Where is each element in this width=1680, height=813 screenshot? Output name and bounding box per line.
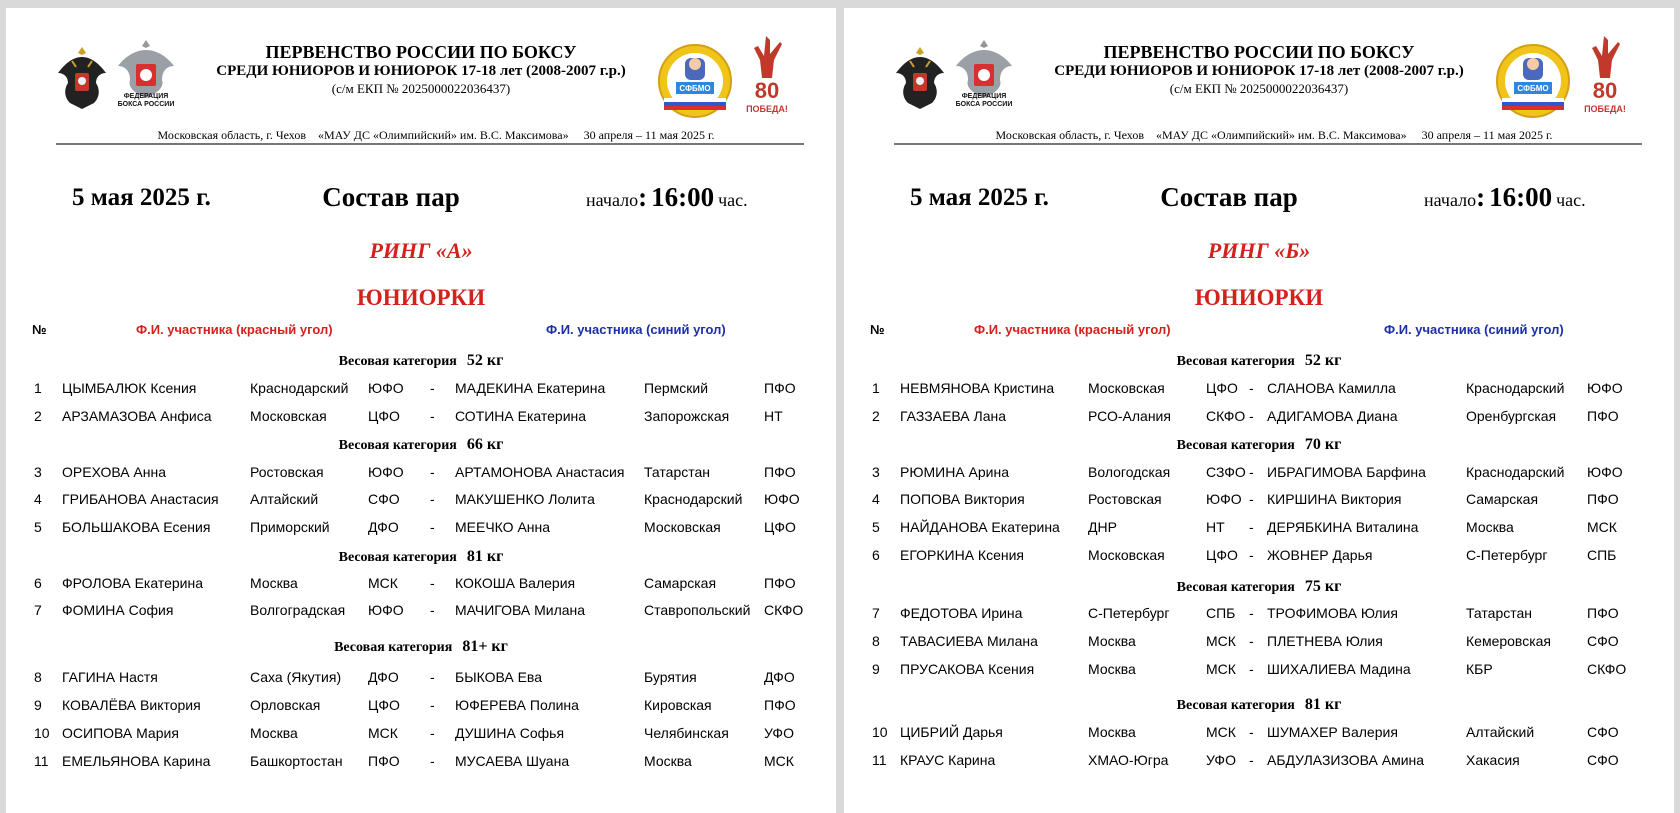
red-corner-region: ДНР (1088, 519, 1117, 535)
red-corner-region: Московская (1088, 547, 1165, 563)
blue-corner-name: АДИГАМОВА Диана (1267, 408, 1398, 424)
page-header (6, 8, 836, 158)
bout-row (6, 602, 836, 622)
blue-corner-name: ПЛЕТНЕВА Юлия (1267, 633, 1383, 649)
versus-dash: - (1249, 408, 1254, 424)
bout-number: 6 (34, 575, 42, 591)
blue-corner-region: С-Петербург (1466, 547, 1548, 563)
red-corner-district: МСК (368, 725, 398, 741)
bout-row (844, 491, 1674, 511)
versus-dash: - (1249, 547, 1254, 563)
versus-dash: - (430, 602, 435, 618)
red-corner-district: СКФО (1206, 408, 1246, 424)
bout-row (6, 669, 836, 689)
sfbmo-logo (1494, 42, 1572, 120)
bout-number: 4 (34, 491, 42, 507)
bout-row (844, 547, 1674, 567)
versus-dash: - (430, 575, 435, 591)
red-corner-name: ЕМЕЛЬЯНОВА Карина (62, 753, 211, 769)
bout-row (6, 408, 836, 428)
blue-corner-region: Кемеровская (1466, 633, 1552, 649)
red-corner-district: СПБ (1206, 605, 1236, 621)
pobeda-number: 80 (754, 78, 780, 103)
versus-dash: - (1249, 519, 1254, 535)
weight-category-label: Весовая категория (1176, 438, 1295, 453)
versus-dash: - (1249, 380, 1254, 396)
bout-number: 4 (872, 491, 880, 507)
red-corner-name: ОСИПОВА Мария (62, 725, 179, 741)
start-time: 16:00 (1489, 182, 1553, 212)
bout-row (844, 752, 1674, 772)
bout-row (6, 575, 836, 595)
pobeda-word: ПОБЕДА! (1584, 104, 1626, 114)
weight-category-heading (844, 578, 1674, 596)
red-corner-region: Ростовская (1088, 491, 1162, 507)
versus-dash: - (1249, 464, 1254, 480)
sfbmo-logo (656, 42, 734, 120)
federation-caption: ФЕДЕРАЦИЯ БОКСА РОССИИ (117, 93, 175, 108)
ring-title: РИНГ «А» (369, 238, 473, 263)
bout-number: 7 (872, 605, 880, 621)
weight-category-label: Весовая категория (334, 640, 453, 655)
blue-corner-district: СФО (1587, 724, 1619, 740)
blue-corner-name: МЕЕЧКО Анна (455, 519, 551, 535)
versus-dash: - (430, 519, 435, 535)
weight-category-heading (6, 436, 836, 454)
weight-category-heading (6, 548, 836, 566)
russia-coat-of-arms-icon (54, 43, 110, 115)
column-header-blue-corner: Ф.И. участника (синий угол) (1384, 322, 1564, 337)
red-corner-district: ДФО (368, 519, 399, 535)
column-header-blue-corner: Ф.И. участника (синий угол) (546, 322, 726, 337)
blue-corner-region: Краснодарский (644, 491, 743, 507)
blue-corner-district: ЮФО (1587, 464, 1623, 480)
red-corner-name: АРЗАМАЗОВА Анфиса (62, 408, 212, 424)
weight-category-heading (6, 352, 836, 370)
start-separator: : (638, 182, 648, 212)
blue-corner-region: Самарская (1466, 491, 1539, 507)
bout-row (6, 725, 836, 745)
blue-corner-district: СФО (1587, 633, 1619, 649)
bout-number: 11 (34, 753, 49, 769)
blue-corner-name: МАЧИГОВА Милана (455, 602, 586, 618)
blue-corner-region: КБР (1466, 661, 1493, 677)
red-corner-name: РЮМИНА Арина (900, 464, 1010, 480)
red-corner-district: СФО (368, 491, 400, 507)
division-title: ЮНИОРКИ (1194, 285, 1324, 310)
blue-corner-region: Ставропольский (644, 602, 751, 618)
blue-corner-name: МАДЕКИНА Екатерина (455, 380, 606, 396)
versus-dash: - (1249, 752, 1254, 768)
blue-corner-region: Алтайский (1466, 724, 1535, 740)
pobeda-number: 80 (1592, 78, 1618, 103)
sfbmo-text: СФБМО (679, 84, 711, 93)
red-corner-region: РСО-Алания (1088, 408, 1171, 424)
blue-corner-district: ПФО (1587, 408, 1619, 424)
blue-corner-district: ПФО (764, 575, 796, 591)
protocol-page-ring-b (844, 8, 1674, 813)
start-time-block (586, 182, 748, 213)
blue-corner-name: ШУМАХЕР Валерия (1267, 724, 1398, 740)
start-label: начало (586, 190, 639, 210)
red-corner-district: МСК (1206, 661, 1236, 677)
bout-row (6, 753, 836, 773)
red-corner-name: ГАЗЗАЕВА Лана (900, 408, 1007, 424)
title-line-2: СРЕДИ ЮНИОРОВ И ЮНИОРОК 17-18 лет (2008-2007 г.р.) (1054, 63, 1464, 79)
red-corner-name: ЦЫМБАЛЮК Ксения (62, 380, 197, 396)
red-corner-name: ФЕДОТОВА Ирина (900, 605, 1023, 621)
red-corner-name: КРАУС Карина (900, 752, 996, 768)
blue-corner-region: Оренбургская (1466, 408, 1557, 424)
title-line-3: (с/м ЕКП № 2025000022036437) (1169, 81, 1349, 96)
blue-corner-name: СОТИНА Екатерина (455, 408, 587, 424)
bout-row (844, 408, 1674, 428)
red-corner-region: Башкортостан (250, 753, 343, 769)
bout-number: 1 (872, 380, 880, 396)
blue-corner-region: Московская (644, 519, 721, 535)
red-corner-region: Москва (1088, 633, 1136, 649)
versus-dash: - (430, 380, 435, 396)
versus-dash: - (1249, 724, 1254, 740)
red-corner-district: ЦФО (368, 697, 400, 713)
blue-corner-district: ПФО (764, 464, 796, 480)
blue-corner-district: ПФО (764, 380, 796, 396)
red-corner-name: БОЛЬШАКОВА Есения (62, 519, 211, 535)
blue-corner-name: ЮФЕРЕВА Полина (455, 697, 579, 713)
red-corner-name: НЕВМЯНОВА Кристина (900, 380, 1055, 396)
bout-number: 6 (872, 547, 880, 563)
blue-corner-name: ИБРАГИМОВА Барфина (1267, 464, 1426, 480)
blue-corner-region: Бурятия (644, 669, 697, 685)
weight-category-value: 70 кг (1304, 436, 1342, 453)
weight-category-value: 66 кг (466, 436, 504, 453)
blue-corner-name: СЛАНОВА Камилла (1267, 380, 1396, 396)
red-corner-district: ЮФО (368, 380, 404, 396)
bout-number: 10 (872, 724, 888, 740)
column-header-number: № (32, 322, 47, 337)
bout-number: 1 (34, 380, 42, 396)
blue-corner-name: ДУШИНА Софья (455, 725, 565, 741)
blue-corner-region: Запорожская (644, 408, 730, 424)
blue-corner-name: АБДУЛАЗИЗОВА Амина (1267, 752, 1425, 768)
blue-corner-name: КИРШИНА Виктория (1267, 491, 1402, 507)
versus-dash: - (1249, 605, 1254, 621)
bout-row (6, 464, 836, 484)
bout-row (844, 605, 1674, 625)
start-separator: : (1476, 182, 1486, 212)
pobeda-word: ПОБЕДА! (746, 104, 788, 114)
blue-corner-district: ЮФО (1587, 380, 1623, 396)
page-header (844, 8, 1674, 158)
weight-category-value: 81 кг (466, 548, 504, 565)
blue-corner-district: ПФО (764, 697, 796, 713)
blue-corner-region: Москва (644, 753, 692, 769)
blue-corner-district: ЦФО (764, 519, 796, 535)
bout-row (844, 464, 1674, 484)
bout-number: 9 (34, 697, 42, 713)
versus-dash: - (430, 697, 435, 713)
weight-category-label: Весовая категория (338, 354, 457, 369)
red-corner-region: Приморский (250, 519, 330, 535)
header-divider (56, 143, 804, 145)
start-label: начало (1424, 190, 1477, 210)
weight-category-value: 81 кг (1304, 696, 1342, 713)
red-corner-name: ЕГОРКИНА Ксения (900, 547, 1024, 563)
red-corner-name: ПРУСАКОВА Ксения (900, 661, 1035, 677)
red-corner-region: ХМАО-Югра (1088, 752, 1169, 768)
versus-dash: - (430, 464, 435, 480)
weight-category-heading (844, 436, 1674, 454)
blue-corner-name: ЖОВНЕР Дарья (1267, 547, 1373, 563)
blue-corner-name: КОКОША Валерия (455, 575, 576, 591)
russia-coat-of-arms-icon (892, 43, 948, 115)
red-corner-name: КОВАЛЁВА Виктория (62, 697, 201, 713)
blue-corner-district: ПФО (1587, 605, 1619, 621)
blue-corner-name: ТРОФИМОВА Юлия (1267, 605, 1398, 621)
red-corner-region: Москва (250, 575, 298, 591)
weight-category-heading (6, 638, 836, 656)
header-divider (894, 143, 1642, 145)
red-corner-name: ФРОЛОВА Екатерина (62, 575, 203, 591)
start-time: 16:00 (651, 182, 715, 212)
blue-corner-region: Челябинская (644, 725, 729, 741)
blue-corner-district: НТ (764, 408, 783, 424)
weight-category-label: Весовая категория (338, 550, 457, 565)
sfbmo-text: СФБМО (1517, 84, 1549, 93)
red-corner-district: ЦФО (1206, 380, 1238, 396)
red-corner-region: Краснодарский (250, 380, 349, 396)
ring-title: РИНГ «Б» (1207, 238, 1311, 263)
red-corner-district: ПФО (368, 753, 400, 769)
red-corner-district: СЗФО (1206, 464, 1246, 480)
blue-corner-name: ШИХАЛИЕВА Мадина (1267, 661, 1411, 677)
blue-corner-district: СПБ (1587, 547, 1617, 563)
blue-corner-region: Краснодарский (1466, 464, 1565, 480)
blue-corner-region: Хакасия (1466, 752, 1520, 768)
bout-number: 10 (34, 725, 50, 741)
red-corner-district: МСК (1206, 724, 1236, 740)
blue-corner-district: СКФО (1587, 661, 1627, 677)
weight-category-value: 81+ кг (462, 638, 508, 655)
red-corner-region: Орловская (250, 697, 321, 713)
document-heading: Состав пар (1160, 182, 1298, 212)
weight-category-value: 75 кг (1304, 578, 1342, 595)
red-corner-region: Алтайский (250, 491, 319, 507)
bout-row (844, 519, 1674, 539)
start-unit: час. (1556, 190, 1586, 210)
bout-number: 2 (872, 408, 880, 424)
red-corner-district: НТ (1206, 519, 1225, 535)
blue-corner-region: Татарстан (1466, 605, 1533, 621)
protocol-page-ring-a (6, 8, 836, 813)
bout-row (844, 724, 1674, 744)
red-corner-district: ЦФО (1206, 547, 1238, 563)
blue-corner-district: УФО (764, 725, 794, 741)
blue-corner-region: Москва (1466, 519, 1514, 535)
bout-row (844, 380, 1674, 400)
weight-category-label: Весовая категория (1176, 354, 1295, 369)
blue-corner-district: МСК (764, 753, 794, 769)
blue-corner-name: АРТАМОНОВА Анастасия (455, 464, 625, 480)
bout-number: 9 (872, 661, 880, 677)
red-corner-district: ЦФО (368, 408, 400, 424)
title-line-2: СРЕДИ ЮНИОРОВ И ЮНИОРОК 17-18 лет (2008-2007 г.р.) (216, 63, 626, 79)
blue-corner-district: ПФО (1587, 491, 1619, 507)
blue-corner-region: Пермский (644, 380, 709, 396)
weight-category-heading (844, 696, 1674, 714)
victory-80-logo (740, 34, 794, 118)
red-corner-region: Московская (250, 408, 327, 424)
blue-corner-district: СКФО (764, 602, 804, 618)
weight-category-value: 52 кг (1304, 352, 1342, 369)
red-corner-region: Москва (250, 725, 298, 741)
blue-corner-region: Кировская (644, 697, 712, 713)
weight-category-heading (844, 352, 1674, 370)
red-corner-name: ТАВАСИЕВА Милана (900, 633, 1038, 649)
title-line-3: (с/м ЕКП № 2025000022036437) (331, 81, 511, 96)
start-time-block (1424, 182, 1586, 213)
bout-number: 8 (872, 633, 880, 649)
column-header-red-corner: Ф.И. участника (красный угол) (136, 322, 333, 337)
red-corner-region: Ростовская (250, 464, 324, 480)
title-line-1: ПЕРВЕНСТВО РОССИИ ПО БОКСУ (1103, 42, 1415, 62)
column-header-red-corner: Ф.И. участника (красный угол) (974, 322, 1171, 337)
red-corner-district: УФО (1206, 752, 1236, 768)
versus-dash: - (430, 408, 435, 424)
weight-category-label: Весовая категория (338, 438, 457, 453)
bout-number: 11 (872, 752, 887, 768)
versus-dash: - (430, 753, 435, 769)
start-unit: час. (718, 190, 748, 210)
bout-row (6, 697, 836, 717)
event-date: 5 мая 2025 г. (72, 184, 211, 211)
red-corner-name: ЦИБРИЙ Дарья (900, 724, 1003, 740)
red-corner-region: Московская (1088, 380, 1165, 396)
red-corner-district: МСК (368, 575, 398, 591)
bout-number: 5 (34, 519, 42, 535)
blue-corner-name: МУСАЕВА Шуана (455, 753, 570, 769)
red-corner-region: Волгоградская (250, 602, 346, 618)
blue-corner-name: БЫКОВА Ева (455, 669, 542, 685)
blue-corner-district: ЮФО (764, 491, 800, 507)
versus-dash: - (1249, 661, 1254, 677)
bout-row (6, 519, 836, 539)
bout-number: 3 (872, 464, 880, 480)
red-corner-name: ГРИБАНОВА Анастасия (62, 491, 219, 507)
title-line-1: ПЕРВЕНСТВО РОССИИ ПО БОКСУ (265, 42, 577, 62)
bout-number: 2 (34, 408, 42, 424)
red-corner-district: ЮФО (368, 602, 404, 618)
red-corner-region: С-Петербург (1088, 605, 1170, 621)
venue-line: Московская область, г. Чехов «МАУ ДС «Олимпийский» им. В.С. Максимова» 30 апреля – 11 мая 2025 г. (995, 128, 1553, 142)
blue-corner-region: Самарская (644, 575, 717, 591)
blue-corner-name: МАКУШЕНКО Лолита (455, 491, 595, 507)
bout-number: 7 (34, 602, 42, 618)
victory-80-logo (1578, 34, 1632, 118)
blue-corner-region: Краснодарский (1466, 380, 1565, 396)
red-corner-region: Саха (Якутия) (250, 669, 342, 685)
red-corner-district: ЮФО (368, 464, 404, 480)
bout-row (6, 380, 836, 400)
bout-number: 3 (34, 464, 42, 480)
bout-row (844, 661, 1674, 681)
versus-dash: - (430, 491, 435, 507)
versus-dash: - (1249, 491, 1254, 507)
division-title: ЮНИОРКИ (356, 285, 486, 310)
event-date: 5 мая 2025 г. (910, 184, 1049, 211)
red-corner-name: НАЙДАНОВА Екатерина (900, 519, 1060, 535)
red-corner-region: Москва (1088, 661, 1136, 677)
red-corner-name: ГАГИНА Настя (62, 669, 158, 685)
red-corner-region: Москва (1088, 724, 1136, 740)
weight-category-label: Весовая категория (1176, 580, 1295, 595)
red-corner-district: ДФО (368, 669, 399, 685)
blue-corner-name: ДЕРЯБКИНА Виталина (1267, 519, 1419, 535)
blue-corner-district: СФО (1587, 752, 1619, 768)
column-header-number: № (870, 322, 885, 337)
document-heading: Состав пар (322, 182, 460, 212)
weight-category-value: 52 кг (466, 352, 504, 369)
venue-line: Московская область, г. Чехов «МАУ ДС «Олимпийский» им. В.С. Максимова» 30 апреля – 11 мая 2025 г. (157, 128, 715, 142)
bout-number: 5 (872, 519, 880, 535)
red-corner-name: ОРЕХОВА Анна (62, 464, 167, 480)
event-title (176, 42, 666, 98)
blue-corner-region: Татарстан (644, 464, 711, 480)
red-corner-region: Вологодская (1088, 464, 1171, 480)
versus-dash: - (1249, 633, 1254, 649)
blue-corner-district: ДФО (764, 669, 795, 685)
bout-number: 8 (34, 669, 42, 685)
weight-category-label: Весовая категория (1176, 698, 1295, 713)
bout-row (6, 491, 836, 511)
red-corner-district: МСК (1206, 633, 1236, 649)
versus-dash: - (430, 669, 435, 685)
red-corner-name: ФОМИНА София (62, 602, 174, 618)
red-corner-district: ЮФО (1206, 491, 1242, 507)
blue-corner-district: МСК (1587, 519, 1617, 535)
versus-dash: - (430, 725, 435, 741)
bout-row (844, 633, 1674, 653)
federation-caption: ФЕДЕРАЦИЯ БОКСА РОССИИ (955, 93, 1013, 108)
event-title (1014, 42, 1504, 98)
red-corner-name: ПОПОВА Виктория (900, 491, 1025, 507)
